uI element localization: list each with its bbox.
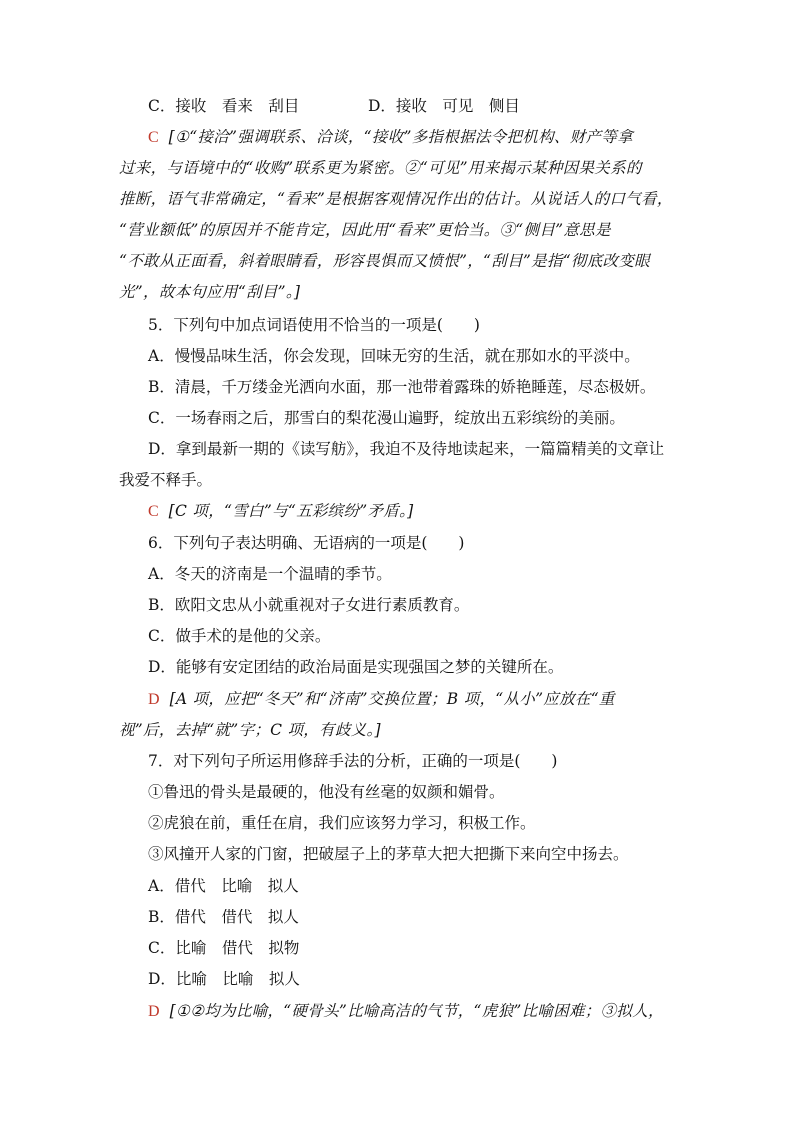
q7-option-c: C．比喻 借代 拟物	[148, 939, 300, 957]
q7-sentence-2: ②虎狼在前，重任在肩，我们应该努力学习，积极工作。	[148, 814, 536, 832]
q7-sentence-3: ③风撞开人家的门窗，把破屋子上的茅草大把大把撕下来向空中扬去。	[148, 845, 629, 863]
q6-answer: D	[148, 691, 160, 708]
q5-option-d-cont: 我爱不释手。	[119, 471, 213, 489]
q5-option-a: A．慢慢品味生活，你会发现，回味无穷的生活，就在那如水的平淡中。	[148, 347, 640, 365]
q6-option-b: B．欧阳文忠从小就重视对子女进行素质教育。	[148, 596, 470, 614]
q5-option-c: C．一场春雨之后，那雪白的梨花漫山遍野，绽放出五彩缤纷的美丽。	[148, 409, 625, 427]
q5-stem: 5．下列句中加点词语使用不恰当的一项是( )	[148, 316, 480, 334]
q4-explanation-line: 推断，语气非常确定，“看来”是根据客观情况作出的估计。从说话人的口气看，	[119, 190, 673, 208]
q7-explanation-line: D [①②均为比喻，“硬骨头”比喻高洁的气节，“虎狼”比喻困难；③拟人，	[148, 1002, 664, 1020]
q4-explanation-line: 光”，故本句应用“刮目”。]	[119, 283, 301, 301]
q6-option-d: D．能够有安定团结的政治局面是实现强国之梦的关键所在。	[148, 658, 564, 676]
q7-answer: D	[148, 1003, 160, 1020]
q5-option-d: D．拿到最新一期的《读写舫》，我迫不及待地读起来，一篇篇精美的文章让	[148, 440, 665, 458]
q4-explanation-line: “不敢从正面看，斜着眼睛看，形容畏惧而又愤恨”，“刮目”是指“彻底改变眼	[119, 252, 650, 270]
q6-option-c: C．做手术的是他的父亲。	[148, 627, 331, 645]
q4-option-c: C．接收 看来 刮目	[148, 97, 300, 115]
q5-answer: C	[148, 503, 159, 520]
q7-option-a: A．借代 比喻 拟人	[148, 877, 299, 895]
q4-options-row	[148, 96, 520, 116]
q6-explanation-line: D [A 项，应把“冬天”和“济南”交换位置；B 项，“从小”应放在“重	[148, 690, 615, 708]
q4-answer: C	[148, 129, 159, 146]
q4-explanation-line: “营业额低”的原因并不能肯定，因此用“看来”更恰当。③“侧目”意思是	[119, 221, 611, 239]
q7-option-d: D．比喻 比喻 拟人	[148, 970, 300, 988]
q7-option-b: B．借代 借代 拟人	[148, 908, 299, 926]
q5-option-b: B．清晨，千万缕金光洒向水面，那一池带着露珠的娇艳睡莲，尽态极妍。	[148, 378, 656, 396]
q6-option-a: A．冬天的济南是一个温晴的季节。	[148, 565, 392, 583]
q4-explanation-line: 过来，与语境中的“收购”联系更为紧密。②“可见”用来揭示某种因果关系的	[119, 159, 642, 177]
q7-sentence-1: ①鲁迅的骨头是最硬的，他没有丝毫的奴颜和媚骨。	[148, 783, 505, 801]
q6-explanation-line: 视”后，去掉“就”字；C 项，有歧义。]	[119, 721, 381, 739]
q4-option-d: D．接收 可见 侧目	[368, 97, 520, 115]
q6-stem: 6．下列句子表达明确、无语病的一项是( )	[148, 534, 465, 552]
q4-explanation-line: C [①“接洽”强调联系、洽谈，“接收”多指根据法令把机构、财产等拿	[148, 128, 633, 146]
q7-stem: 7．对下列句子所运用修辞手法的分析，正确的一项是( )	[148, 752, 558, 770]
q5-explanation-line: C [C 项，“雪白”与“五彩缤纷”矛盾。]	[148, 502, 414, 520]
